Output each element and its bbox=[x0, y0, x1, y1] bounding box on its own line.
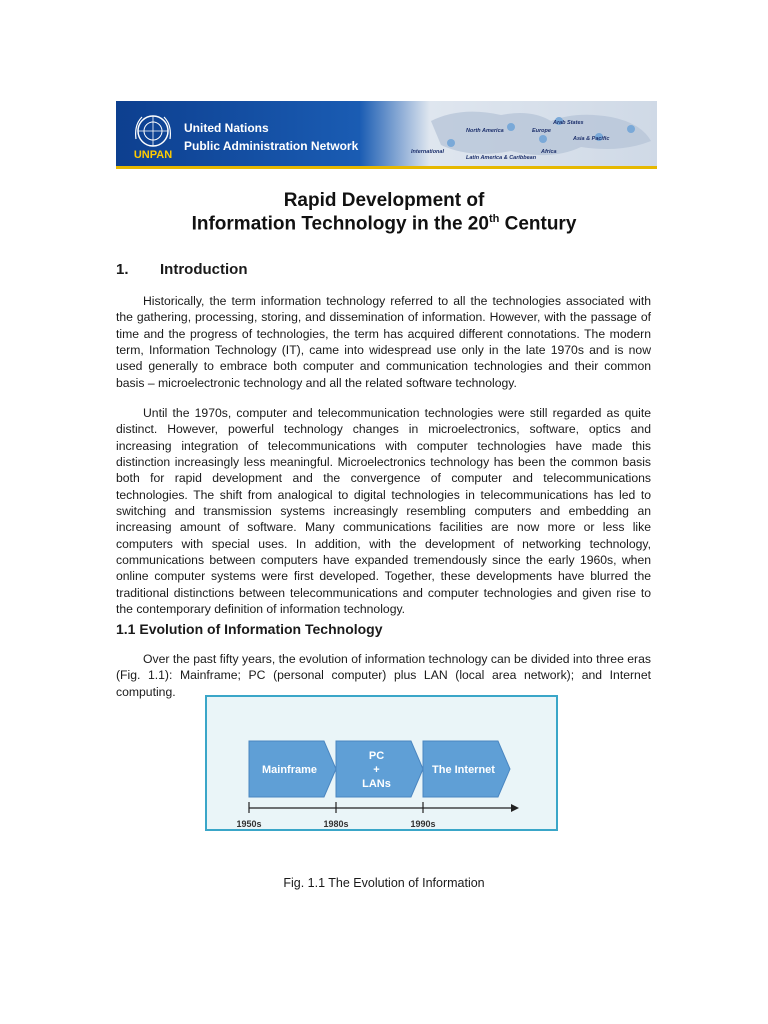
era-label: PC bbox=[368, 750, 385, 762]
era-label: Mainframe bbox=[261, 764, 318, 776]
figure-caption: Fig. 1.1 The Evolution of Information bbox=[283, 876, 485, 890]
document-title-line1: Rapid Development of bbox=[283, 190, 485, 211]
section-number: 1. bbox=[116, 261, 129, 278]
unpan-banner bbox=[116, 101, 657, 169]
era-label: LANs bbox=[362, 778, 391, 790]
region-label: Arab States bbox=[553, 120, 584, 126]
timeline-tick-label: 1980s bbox=[323, 819, 349, 829]
region-label: Africa bbox=[541, 149, 557, 155]
document-title-line2: Information Technology in the 20th Century bbox=[191, 213, 577, 235]
timeline-tick-label: 1950s bbox=[236, 819, 262, 829]
region-label: Asia & Pacific bbox=[573, 136, 610, 142]
timeline-tick-label: 1990s bbox=[410, 819, 436, 829]
org-name-line2: Public Administration Network bbox=[184, 139, 359, 153]
evolution-diagram bbox=[205, 695, 558, 831]
era-label: + bbox=[373, 764, 380, 776]
region-label: Europe bbox=[532, 128, 551, 134]
world-map-graphic bbox=[401, 101, 657, 166]
section-title: Introduction bbox=[160, 261, 248, 278]
intro-paragraph-2: Until the 1970s, computer and telecommunication technologies were still regarded as quite distinct. However, powerful technology changes in microelectronics, software, optics and increasing integration of telecommunications with computer technologies have made this distinction increasingly less meaningful. Microelectronics technology has been the common basis both for rapid development and the convergence of computer and telecommunications technologies. The shift from analogical to digital technologies in telecommunications has led to switching and transmission systems increasingly resembling computers and embedding an increasing amount of software. Many communications facilities are now more or less like computers with special uses. In addition, with the development of networking technology, communications between computers have expanded tremendously since the early 1960s, when online computer systems were first developed. Together, these developments have blurred the traditional distinctions between telecommunications and computer technologies and given rise to the contemporary definition of information technology. bbox=[116, 406, 651, 617]
intro-paragraph-1: Historically, the term information technology referred to all the technologies associated with the gathering, processing, storing, and dissemination of information. However, with the passage of time and the progress of technologies, the term has acquired different connotations. The modern term, Information Technology (IT), came into widespread use only in the late 1970s and is now used generally to embrace both computer and communication technologies and their common basis – microelectronic technology and all the related software technology. bbox=[116, 294, 651, 390]
region-label: International bbox=[411, 149, 445, 155]
era-label: The Internet bbox=[432, 764, 495, 776]
un-emblem-icon bbox=[128, 109, 178, 161]
region-label: North America bbox=[466, 128, 504, 134]
region-label: Latin America & Caribbean bbox=[466, 155, 537, 161]
evolution-paragraph: Over the past fifty years, the evolution of information technology can be divided into three eras (Fig. 1.1): Mainframe; PC (personal computer) plus LAN (local area network); and Internet computing. bbox=[116, 652, 651, 699]
section-heading bbox=[116, 261, 247, 278]
org-name-line1: United Nations bbox=[184, 121, 269, 135]
subsection-heading: 1.1 Evolution of Information Technology bbox=[116, 621, 383, 637]
evolution-figure bbox=[205, 695, 558, 831]
unpan-logo-text: UNPAN bbox=[133, 149, 173, 161]
